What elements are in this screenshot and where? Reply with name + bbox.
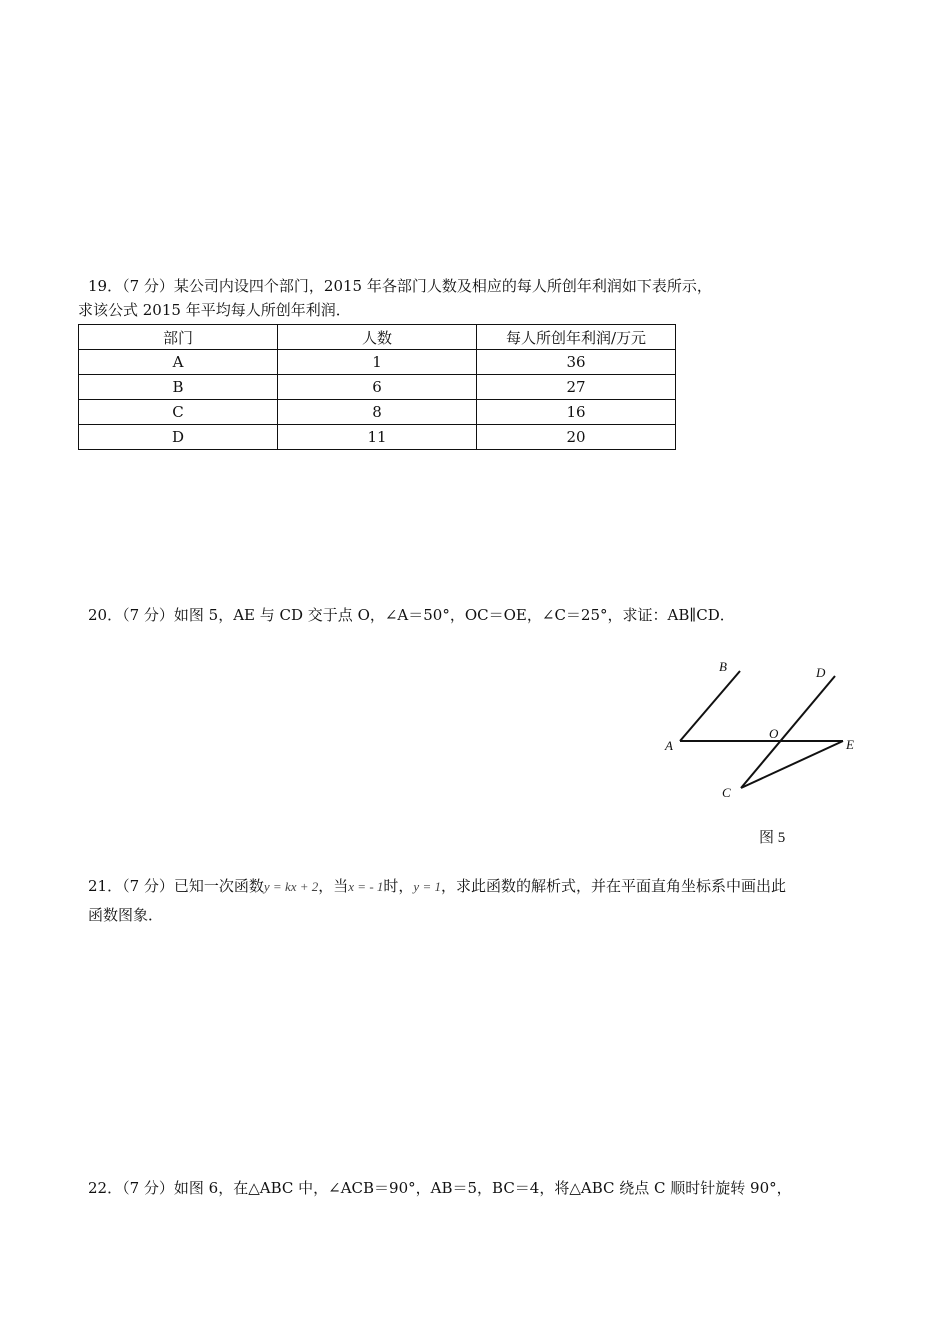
q21-line-1 xyxy=(88,876,786,897)
table-cell: 16 xyxy=(477,400,676,425)
q19-line-2: 求该公式 2015 年平均每人所创年利润． xyxy=(78,301,351,319)
label-o: O xyxy=(769,726,779,741)
table-cell: B xyxy=(79,375,278,400)
label-c: C xyxy=(722,785,731,800)
q21-mid-2: 时， xyxy=(383,877,414,895)
table-cell: 36 xyxy=(477,350,676,375)
q21-prefix: 21．（7 分）已知一次函数 xyxy=(88,877,264,895)
table-cell: D xyxy=(79,425,278,450)
q21-equation-y: y = 1 xyxy=(413,879,441,894)
q21-equation-x: x = - 1 xyxy=(348,879,384,894)
header-profit: 每人所创年利润/万元 xyxy=(477,325,676,350)
label-e: E xyxy=(846,737,854,752)
header-department: 部门 xyxy=(79,325,278,350)
segment-cd xyxy=(741,676,835,788)
table-cell: A xyxy=(79,350,278,375)
table-cell: C xyxy=(79,400,278,425)
table-header-row xyxy=(79,325,676,350)
q19-table xyxy=(78,324,676,450)
q21-mid-1: ，当 xyxy=(318,877,349,895)
table-cell: 8 xyxy=(278,400,477,425)
table-cell: 11 xyxy=(278,425,477,450)
table-cell: 20 xyxy=(477,425,676,450)
table-cell: 6 xyxy=(278,375,477,400)
q19-line-1: 19．（7 分）某公司内设四个部门，2015 年各部门人数及相应的每人所创年利润如下表所示， xyxy=(88,277,712,295)
table-row xyxy=(79,400,676,425)
table-row xyxy=(79,425,676,450)
segment-ab xyxy=(680,671,740,741)
label-d: D xyxy=(816,665,826,680)
header-headcount: 人数 xyxy=(278,325,477,350)
q21-suffix: ，求此函数的解析式，并在平面直角坐标系中画出此 xyxy=(440,877,786,895)
q22-text: 22．（7 分）如图 6，在△ABC 中，∠ACB＝90°，AB＝5，BC＝4，将△ABC 绕点 C 顺时针旋转 90°， xyxy=(88,1179,792,1197)
table-cell: 1 xyxy=(278,350,477,375)
q20-text: 20．（7 分）如图 5，AE 与 CD 交于点 O，∠A＝50°，OC＝OE，∠C＝25°，求证：AB∥CD． xyxy=(88,606,735,624)
figure-5-diagram xyxy=(655,652,870,852)
label-b: B xyxy=(719,659,727,674)
table-cell: 27 xyxy=(477,375,676,400)
segment-ce xyxy=(741,741,843,788)
label-a: A xyxy=(665,738,673,753)
q21-line-2: 函数图象． xyxy=(88,906,164,924)
table-row xyxy=(79,375,676,400)
figure-5-caption: 图 5 xyxy=(759,830,786,846)
q21-equation-function: y = kx + 2 xyxy=(263,879,319,894)
table-row xyxy=(79,350,676,375)
